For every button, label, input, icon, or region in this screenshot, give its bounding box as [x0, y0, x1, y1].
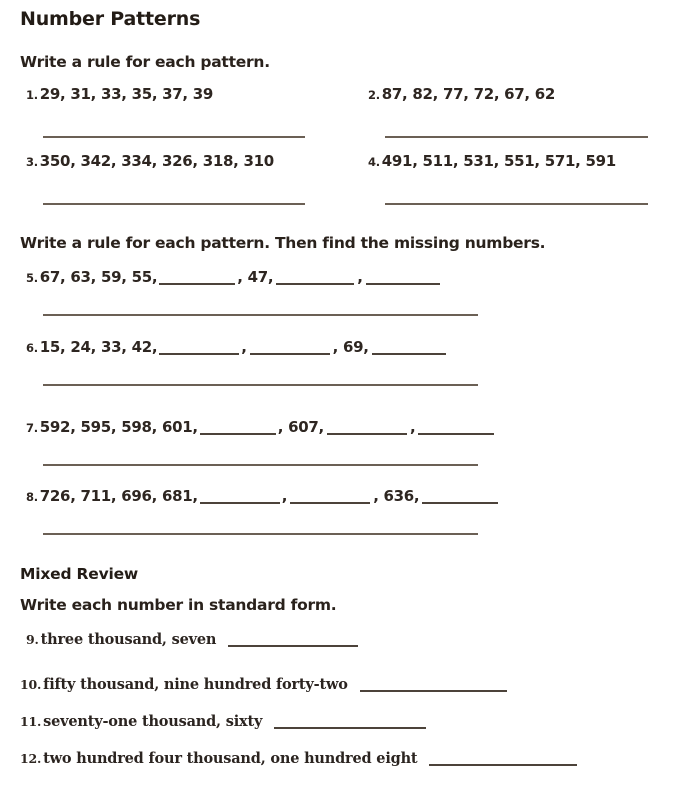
problem-3-sequence: 350, 342, 334, 326, 318, 310: [39, 152, 274, 170]
problem-12-number: 12.: [20, 751, 42, 766]
problem-7-mid-2: ,: [409, 418, 416, 436]
problem-2-number: 2.: [368, 88, 380, 102]
problem-7-prefix: 592, 595, 598, 601,: [39, 418, 198, 436]
answer-rule-1[interactable]: [43, 136, 305, 138]
problem-6-blank-1[interactable]: [159, 342, 239, 355]
problem-7-blank-3[interactable]: [418, 422, 494, 435]
answer-rule-4[interactable]: [385, 203, 648, 205]
problem-8-blank-1[interactable]: [200, 491, 280, 504]
problem-5-blank-3[interactable]: [366, 272, 440, 285]
problem-6-blank-3[interactable]: [372, 342, 446, 355]
problem-9-number: 9.: [26, 632, 39, 647]
problem-8-blank-2[interactable]: [290, 491, 370, 504]
problem-8-blank-3[interactable]: [422, 491, 498, 504]
problem-5-blank-2[interactable]: [276, 272, 354, 285]
problem-7-number: 7.: [26, 421, 38, 435]
problem-2-sequence: 87, 82, 77, 72, 67, 62: [381, 85, 556, 103]
problem-4-number: 4.: [368, 155, 380, 169]
problem-10: [20, 676, 507, 693]
problem-8-mid-2: , 636,: [373, 487, 420, 505]
answer-rule-3[interactable]: [43, 203, 305, 205]
problem-7-blank-1[interactable]: [200, 422, 276, 435]
problem-8-mid-1: ,: [281, 487, 288, 505]
answer-rule-2[interactable]: [385, 136, 648, 138]
answer-rule-6[interactable]: [43, 384, 478, 386]
directions-part-three: Write each number in standard form.: [20, 596, 337, 614]
answer-rule-5[interactable]: [43, 314, 478, 316]
problem-11-text: seventy-one thousand, sixty: [43, 713, 263, 730]
directions-part-two: Write a rule for each pattern. Then find the missing numbers.: [20, 234, 546, 252]
problem-7-mid-1: , 607,: [277, 418, 324, 436]
problem-9-answer-blank[interactable]: [228, 634, 358, 647]
problem-4-sequence: 491, 511, 531, 551, 571, 591: [381, 152, 616, 170]
problem-6-number: 6.: [26, 341, 38, 355]
problem-11-answer-blank[interactable]: [274, 716, 426, 729]
page-title: Number Patterns: [20, 8, 201, 30]
problem-6-mid-1: ,: [241, 338, 247, 356]
problem-11-number: 11.: [20, 714, 42, 729]
problem-5-prefix: 67, 63, 59, 55,: [39, 268, 158, 286]
problem-12-answer-blank[interactable]: [429, 753, 577, 766]
problem-1-number: 1.: [26, 88, 38, 102]
problem-6-prefix: 15, 24, 33, 42,: [39, 338, 158, 356]
problem-8: [26, 487, 501, 505]
problem-6-mid-2: , 69,: [332, 338, 369, 356]
problem-1: [26, 85, 213, 103]
problem-11: [20, 713, 426, 730]
problem-5-mid-2: ,: [357, 268, 363, 286]
problem-8-prefix: 726, 711, 696, 681,: [39, 487, 198, 505]
problem-7-blank-2[interactable]: [327, 422, 407, 435]
problem-10-number: 10.: [20, 677, 42, 692]
directions-part-one: Write a rule for each pattern.: [20, 53, 270, 71]
problem-2: [368, 85, 555, 103]
problem-9: [26, 631, 358, 648]
mixed-review-title: Mixed Review: [20, 565, 139, 583]
problem-12-text: two hundred four thousand, one hundred eight: [43, 750, 418, 767]
problem-4: [368, 152, 616, 170]
problem-1-sequence: 29, 31, 33, 35, 37, 39: [39, 85, 214, 103]
problem-7: [26, 418, 497, 436]
problem-5: [26, 268, 443, 286]
problem-8-number: 8.: [26, 490, 38, 504]
answer-rule-8[interactable]: [43, 533, 478, 535]
problem-3: [26, 152, 274, 170]
problem-9-text: three thousand, seven: [40, 631, 217, 648]
problem-5-blank-1[interactable]: [159, 272, 235, 285]
answer-rule-7[interactable]: [43, 464, 478, 466]
problem-5-number: 5.: [26, 271, 38, 285]
problem-5-mid-1: , 47,: [237, 268, 274, 286]
problem-6-blank-2[interactable]: [250, 342, 330, 355]
problem-3-number: 3.: [26, 155, 38, 169]
problem-10-text: fifty thousand, nine hundred forty-two: [43, 676, 348, 693]
problem-10-answer-blank[interactable]: [360, 679, 507, 692]
problem-6: [26, 338, 449, 356]
problem-12: [20, 750, 577, 767]
